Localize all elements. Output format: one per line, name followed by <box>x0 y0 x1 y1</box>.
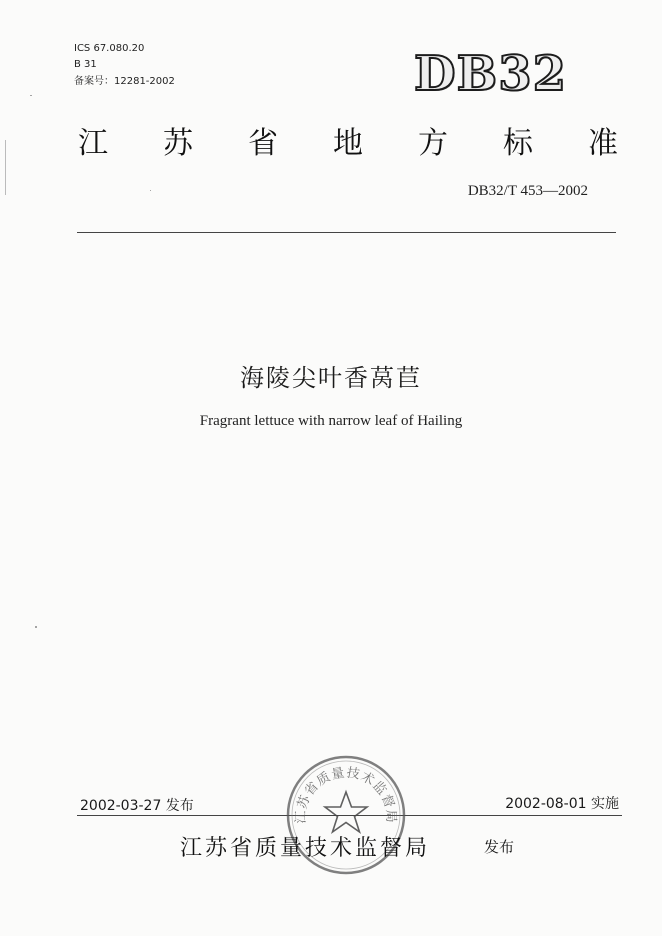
standard-number: DB32/T 453—2002 <box>467 183 588 199</box>
issue-date: 2002-03-27 发布 <box>80 798 194 814</box>
scan-speck <box>35 626 37 628</box>
title-chinese: 海陵尖叶香莴苣 <box>240 364 422 392</box>
star-icon <box>325 792 367 832</box>
issuing-authority-suffix: 发布 <box>484 838 515 856</box>
standard-type-char: 苏 <box>163 126 193 161</box>
standard-type-char: 地 <box>333 126 363 161</box>
standard-type-char: 省 <box>248 126 278 161</box>
ccs-code: B 31 <box>74 59 97 70</box>
scan-speck <box>150 190 151 191</box>
db32-logo: DB32 <box>414 46 567 102</box>
scan-speck <box>30 95 32 96</box>
header-divider <box>77 232 616 233</box>
ics-code: ICS 67.080.20 <box>74 43 145 54</box>
scan-speck <box>5 140 6 195</box>
standard-type-char: 江 <box>78 126 108 161</box>
standard-type-char: 准 <box>588 126 618 161</box>
issuing-authority: 江苏省质量技术监督局 <box>180 836 431 861</box>
svg-text:江苏省质量技术监督局: 江苏省质量技术监督局 <box>293 765 399 824</box>
record-number: 备案号：12281-2002 <box>74 76 175 87</box>
standard-type-heading <box>78 126 618 162</box>
standard-type-char: 标 <box>503 126 533 161</box>
standard-type-char: 方 <box>418 126 448 161</box>
implementation-date: 2002-08-01 实施 <box>505 796 619 812</box>
title-english: Fragrant lettuce with narrow leaf of Hailing <box>199 413 463 429</box>
